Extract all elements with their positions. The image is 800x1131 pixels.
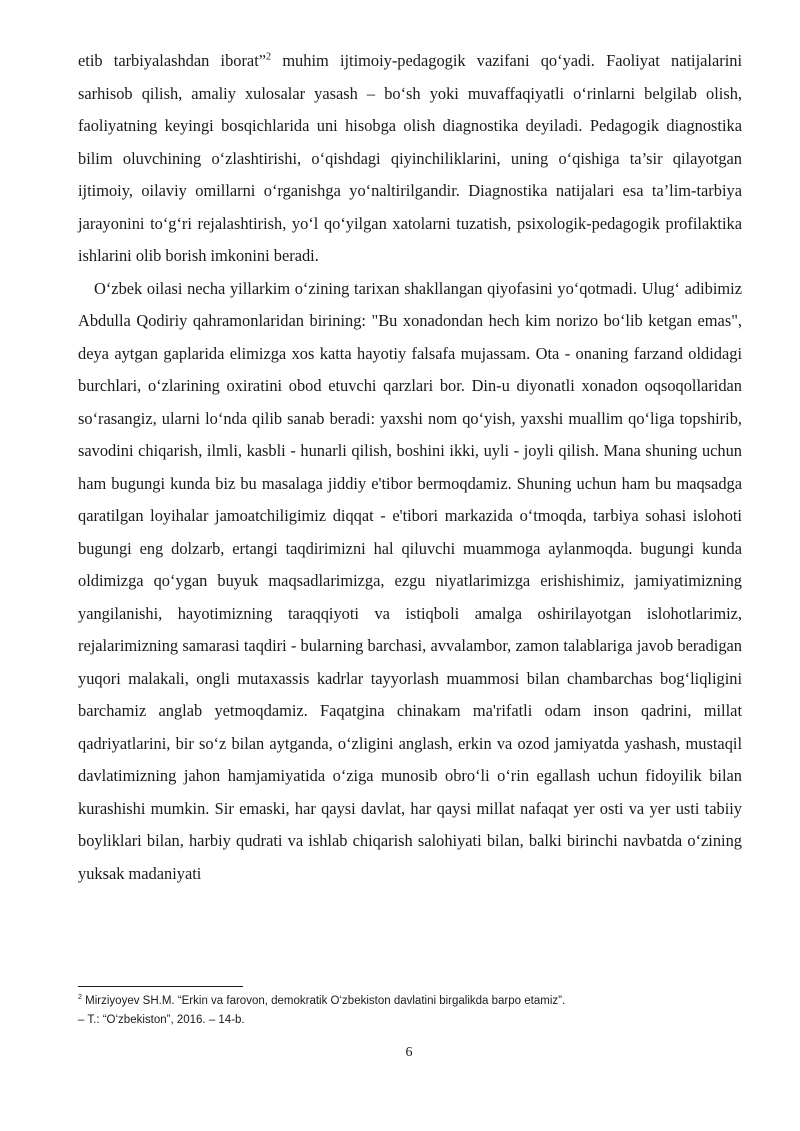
page-number: 6 xyxy=(405,1045,413,1060)
paragraph-1 xyxy=(78,45,742,273)
footnote-ref: 2 xyxy=(266,51,272,63)
footnote-divider xyxy=(78,986,243,987)
body-text xyxy=(78,45,742,890)
paragraph-1-rest: muhim ijtimoiy-pedagogik vazifani qo‘yadi. Faoliyat natijalarini sarhisob qilish, amaliy xulosalar yasash – bo‘sh yoki muvaffaqiyatli o‘rinlarni belgilab olish, faoliyatning keyingi bosqichlarida uni hisobga olish diagnostika deyiladi. Pedagogik diagnostika bilim oluvchining o‘zlashtirishi, o‘qishdagi qiyinchiliklarini, uning o‘qishiga ta’sir qilayotgan ijtimoiy, oilaviy omillarni o‘rganishga yo‘naltirilgandir. Diagnostika natijalari esa ta’lim-tarbiya jarayonini to‘g‘ri rejalashtirish, yo‘l qo‘yilgan xatolarni tuzatish, psixologik-pedagogik profilaktika ishlarini olib borish imkonini beradi. xyxy=(78,51,742,265)
footnote-line-1 xyxy=(78,992,742,1011)
paragraph-2: O‘zbek oilasi necha yillarkim o‘zining tarixan shakllangan qiyofasini yo‘qotmadi. Ulug‘ adibimiz Abdulla Qodiriy qahramonlaridan birining: "Bu xonadondan hech kim norizo bo‘lib ketgan emas", deya aytgan gaplarida elimizga xos katta hayotiy falsafa mujassam. Ota - onaning farzand oldidagi burchlari, o‘zlarining oxiratini obod etuvchi qarzlari bor. Din-u diyonatli xonadon oqsoqollaridan so‘rasangiz, ularni lo‘nda qilib sanab beradi: yaxshi nom qo‘yish, yaxshi muallim qo‘liga topshirib, savodini chiqarish, ilmli, kasbli - hunarli qilish, boshini ikki, uyli - joyli qilish. Mana shuning uchun ham bugungi kunda biz bu masalaga jiddiy e'tibor bermoqdamiz. Shuning uchun ham bu maqsadga qaratilgan loyihalar jamoatchiligimiz diqqat - e'tibori markazida o‘tmoqda, tarbiya sohasi islohoti bugungi eng dolzarb, ertangi taqdirimizni hal qiluvchi muammoga aylanmoqda. bugungi kunda oldimizga qo‘ygan buyuk maqsadlarimizga, ezgu niyatlarimizga erishishimiz, jamiyatimizning yangilanishi, hayotimizning taraqqiyoti va istiqboli amalga oshirilayotgan islohotlarimiz, rejalarimizning samarasi taqdiri - bularning barchasi, avvalambor, zamon talablariga javob beradigan yuqori malakali, ongli mutaxassis kadrlar tayyorlash muammosi bilan chambarchas bog‘liqligini barchamiz anglab yetmoqdamiz. Faqatgina chinakam ma'rifatli odam inson qadrini, millat qadriyatlarini, bir so‘z bilan aytganda, o‘zligini anglash, erkin va ozod jamiyatda yashash, mustaqil davlatimizning jahon hamjamiyatida o‘ziga munosib obro‘li o‘rin egallash uchun fidoyilik bilan kurashishi mumkin. Sir emaski, har qaysi davlat, har qaysi millat nafaqat yer osti va yer usti tabiiy boyliklari bilan, harbiy qudrati va ishlab chiqarish salohiyati bilan, balki birinchi navbatda o‘zining yuksak madaniyati xyxy=(78,278,742,883)
paragraph-1-start: etib tarbiyalashdan iborat” xyxy=(78,51,267,70)
footnote xyxy=(78,992,742,1030)
footnote-text: Mirziyoyev SH.M. “Erkin va farovon, demokratik O‘zbekiston davlatini birgalikda barpo etamiz”. xyxy=(81,995,566,1007)
footnote-mark: 2 xyxy=(78,993,82,1002)
footnote-line-2: – T.: “O‘zbekiston”, 2016. – 14-b. xyxy=(78,1014,245,1026)
